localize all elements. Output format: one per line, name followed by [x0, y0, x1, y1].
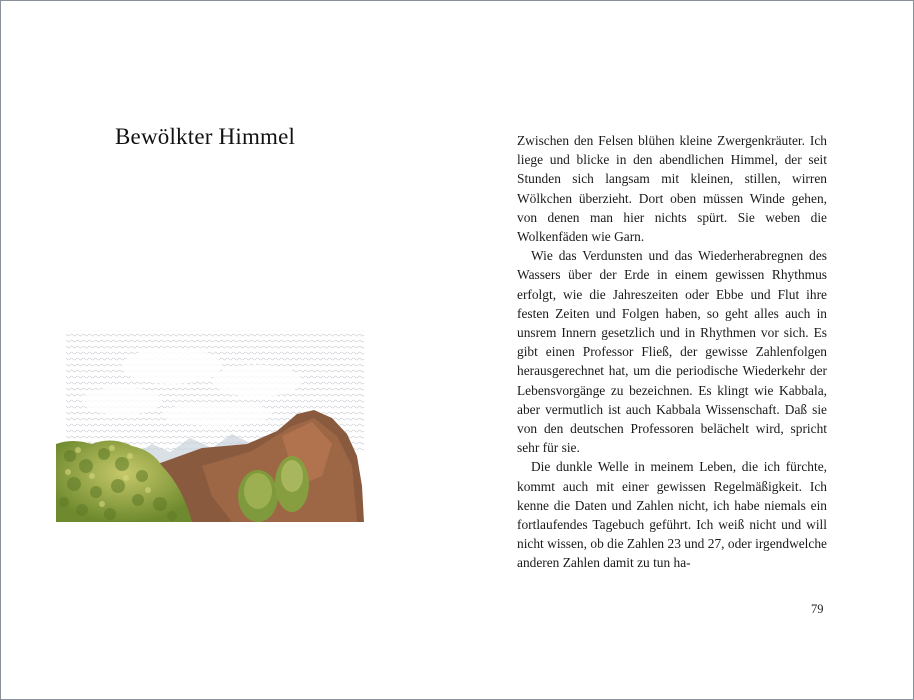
right-page [457, 0, 914, 700]
mountain-landscape-illustration [52, 326, 368, 528]
body-text [517, 131, 827, 573]
paragraph-2: Wie das Verdunsten und das Wiederherabregnen des Wassers über der Erde in einem gewissen Rhythmus erfolgt, wie die Jahreszeiten oder Ebbe und Flut ihre festen Zeiten und Folgen haben, so geht alles auch in unsrem Innern gesetzlich und in Rhythmen vor sich. Es gibt einen Professor Fließ, der gewisse Zahlenfolgen herausgerechnet hat, um die periodische Wiederkehr der Lebensvorgänge zu bezeichnen. Es klingt wie Kabbala, aber vermutlich ist auch Kabbala Wissenschaft. Daß sie von den deutschen Professoren belächelt wird, spricht sehr für sie. [517, 248, 827, 456]
chapter-title: Bewölkter Himmel [115, 124, 296, 149]
paragraph-3: Die dunkle Welle in meinem Leben, die ich fürchte, kommt auch mit einer gewissen Regelmäßigkeit. Ich kenne die Daten und Zahlen nicht, ich habe niemals ein fortlaufendes Tagebuch geführt. Ich weiß nicht und will nicht wissen, ob die Zahlen 23 und 27, oder irgendwelche anderen Zahlen damit zu tun ha- [517, 459, 827, 571]
paragraph-1: Zwischen den Felsen blühen kleine Zwergenkräuter. Ich liege und blicke in den abendlichen Himmel, der seit Stunden sich langsam mit kleinen, stillen, wirren Wölkchen überzieht. Dort oben müssen Winde gehen, von denen man hier nichts spürt. Sie weben die Wolkenfäden wie Garn. [517, 133, 827, 245]
page-number: 79 [811, 602, 824, 616]
